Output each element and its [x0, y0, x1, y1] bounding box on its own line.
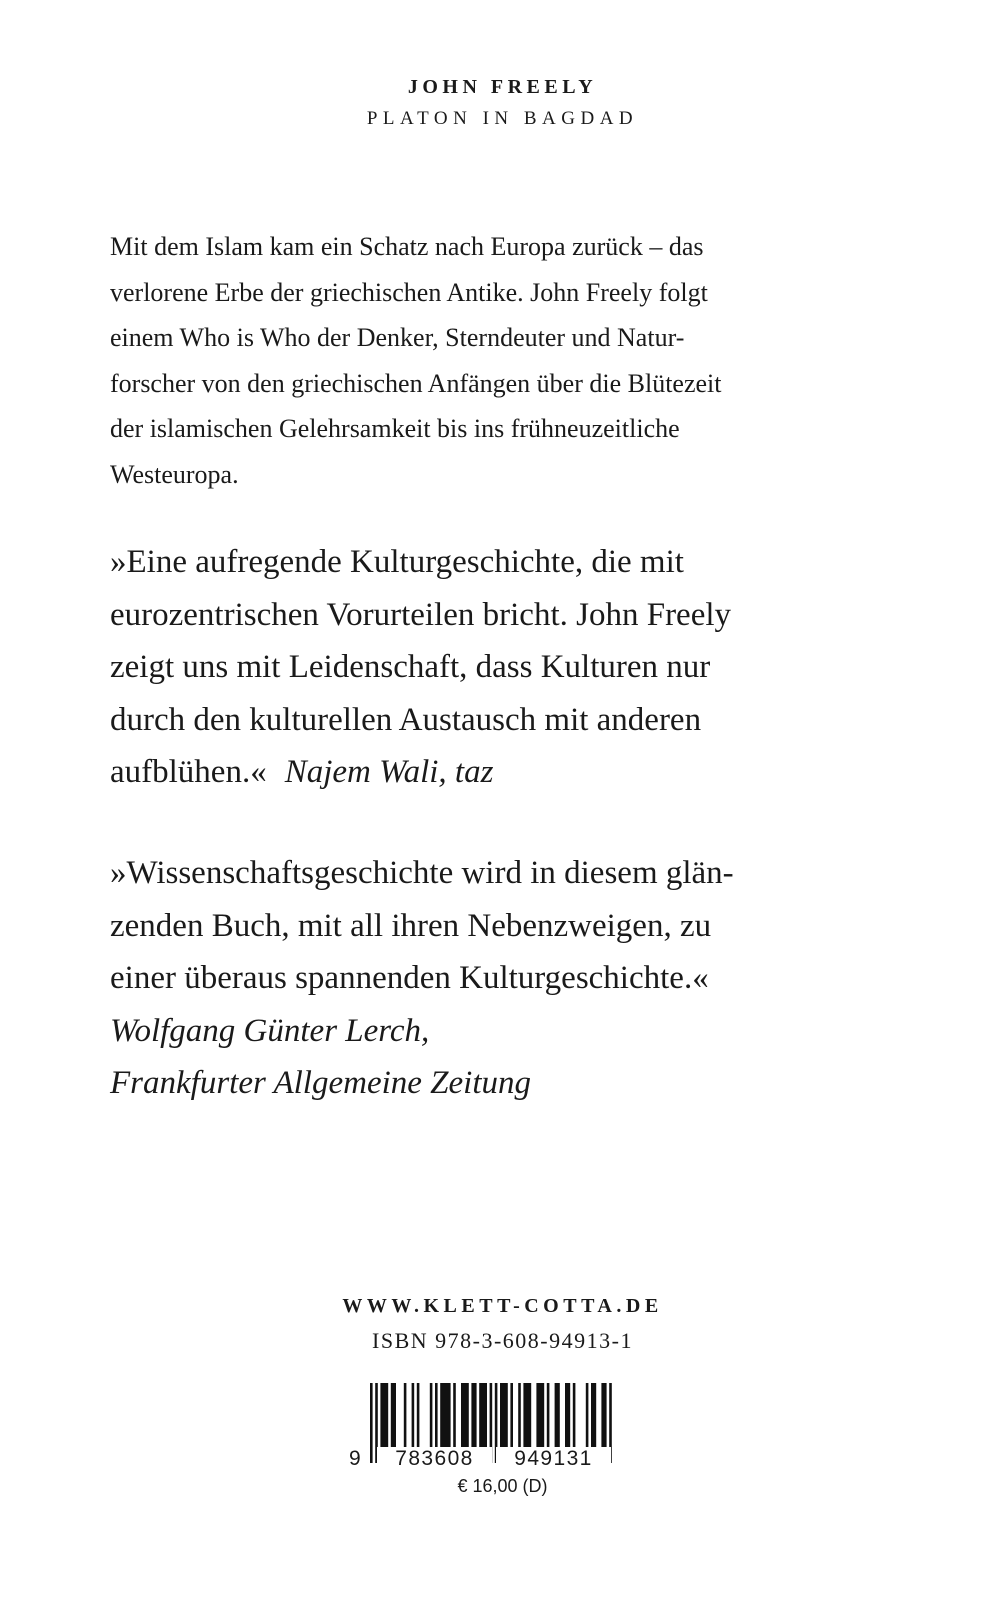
barcode-bar: [601, 1383, 606, 1447]
blurb-line: forscher von den griechischen Anfängen über die Blütezeit: [110, 368, 722, 398]
barcode-bar: [510, 1383, 513, 1447]
barcode-bar: [591, 1383, 596, 1447]
barcode-first-digit: 9: [349, 1447, 361, 1470]
barcode-bar: [555, 1383, 560, 1447]
blurb-line: verlorene Erbe der griechischen Antike. John Freely folgt: [110, 277, 708, 307]
book-title: PLATON IN BAGDAD: [366, 108, 639, 129]
barcode-bar: [547, 1383, 550, 1447]
barcode-bar: [404, 1383, 407, 1447]
barcode-bar: [586, 1383, 589, 1447]
barcode-bar: [536, 1383, 544, 1447]
barcode-bar: [380, 1383, 388, 1447]
quote-line: zeigt uns mit Leidenschaft, dass Kulturen nur: [110, 649, 711, 685]
barcode-bar: [435, 1383, 438, 1447]
quote-line: einer überaus spannenden Kulturgeschichte.«: [110, 960, 709, 996]
review-quote-faz: [110, 847, 910, 1110]
barcode-bar: [391, 1383, 396, 1447]
barcode-bar: [417, 1383, 420, 1447]
barcode-left-digits: 783608: [377, 1447, 492, 1471]
publisher-footer: [0, 1288, 1005, 1358]
barcode-bar: [471, 1383, 476, 1447]
barcode-bar: [523, 1383, 531, 1447]
isbn-number: ISBN 978-3-608-94913-1: [372, 1328, 633, 1353]
blurb-line: der islamischen Gelehrsamkeit bis ins frühneuzeitliche: [110, 414, 680, 443]
quote-source-publication: Frankfurter Allgemeine Zeitung: [110, 1065, 531, 1101]
price-label: € 16,00 (D): [457, 1476, 548, 1496]
barcode-bar: [573, 1383, 576, 1447]
author-name: JOHN FREELY: [407, 76, 598, 98]
barcode-bar: [565, 1383, 570, 1447]
blurb-line: einem Who is Who der Denker, Sterndeuter und Natur-: [110, 323, 685, 352]
barcode-bar: [430, 1383, 433, 1447]
blurb-line: Mit dem Islam kam ein Schatz nach Europa zurück – das: [110, 232, 704, 261]
barcode-bar: [479, 1383, 487, 1447]
barcode-bar: [440, 1383, 450, 1447]
barcode-right-digits: 949131: [496, 1447, 611, 1471]
quote-line: »Wissenschaftsgeschichte wird in diesem glän-: [110, 855, 734, 891]
quote-source-author: Wolfgang Günter Lerch,: [110, 1012, 430, 1049]
barcode-bar: [412, 1383, 415, 1447]
quote-line: eurozentrischen Vorurteilen bricht. John Freely: [110, 596, 732, 633]
book-header: [0, 72, 1005, 136]
barcode-bar: [453, 1383, 456, 1447]
barcode-bar: [518, 1383, 521, 1447]
book-blurb: [110, 224, 900, 497]
quote-line: zenden Buch, mit all ihren Nebenzweigen, zu: [110, 907, 712, 944]
quote-line: »Eine aufregende Kulturgeschichte, die mit: [110, 544, 684, 580]
quote-text: aufblühen.«: [110, 754, 267, 790]
review-quote-taz: [110, 536, 910, 799]
barcode-bar: [500, 1383, 508, 1447]
barcode-bar: [461, 1383, 469, 1447]
quote-line: durch den kulturellen Austausch mit anderen: [110, 701, 702, 738]
quote-line-last: [110, 746, 910, 799]
quote-source: Najem Wali, taz: [284, 754, 494, 790]
barcode-digits: [349, 1447, 619, 1477]
blurb-line: Westeuropa.: [110, 459, 239, 489]
publisher-website: WWW.KLETT-COTTA.DE: [342, 1295, 663, 1317]
isbn-barcode: [349, 1383, 619, 1475]
